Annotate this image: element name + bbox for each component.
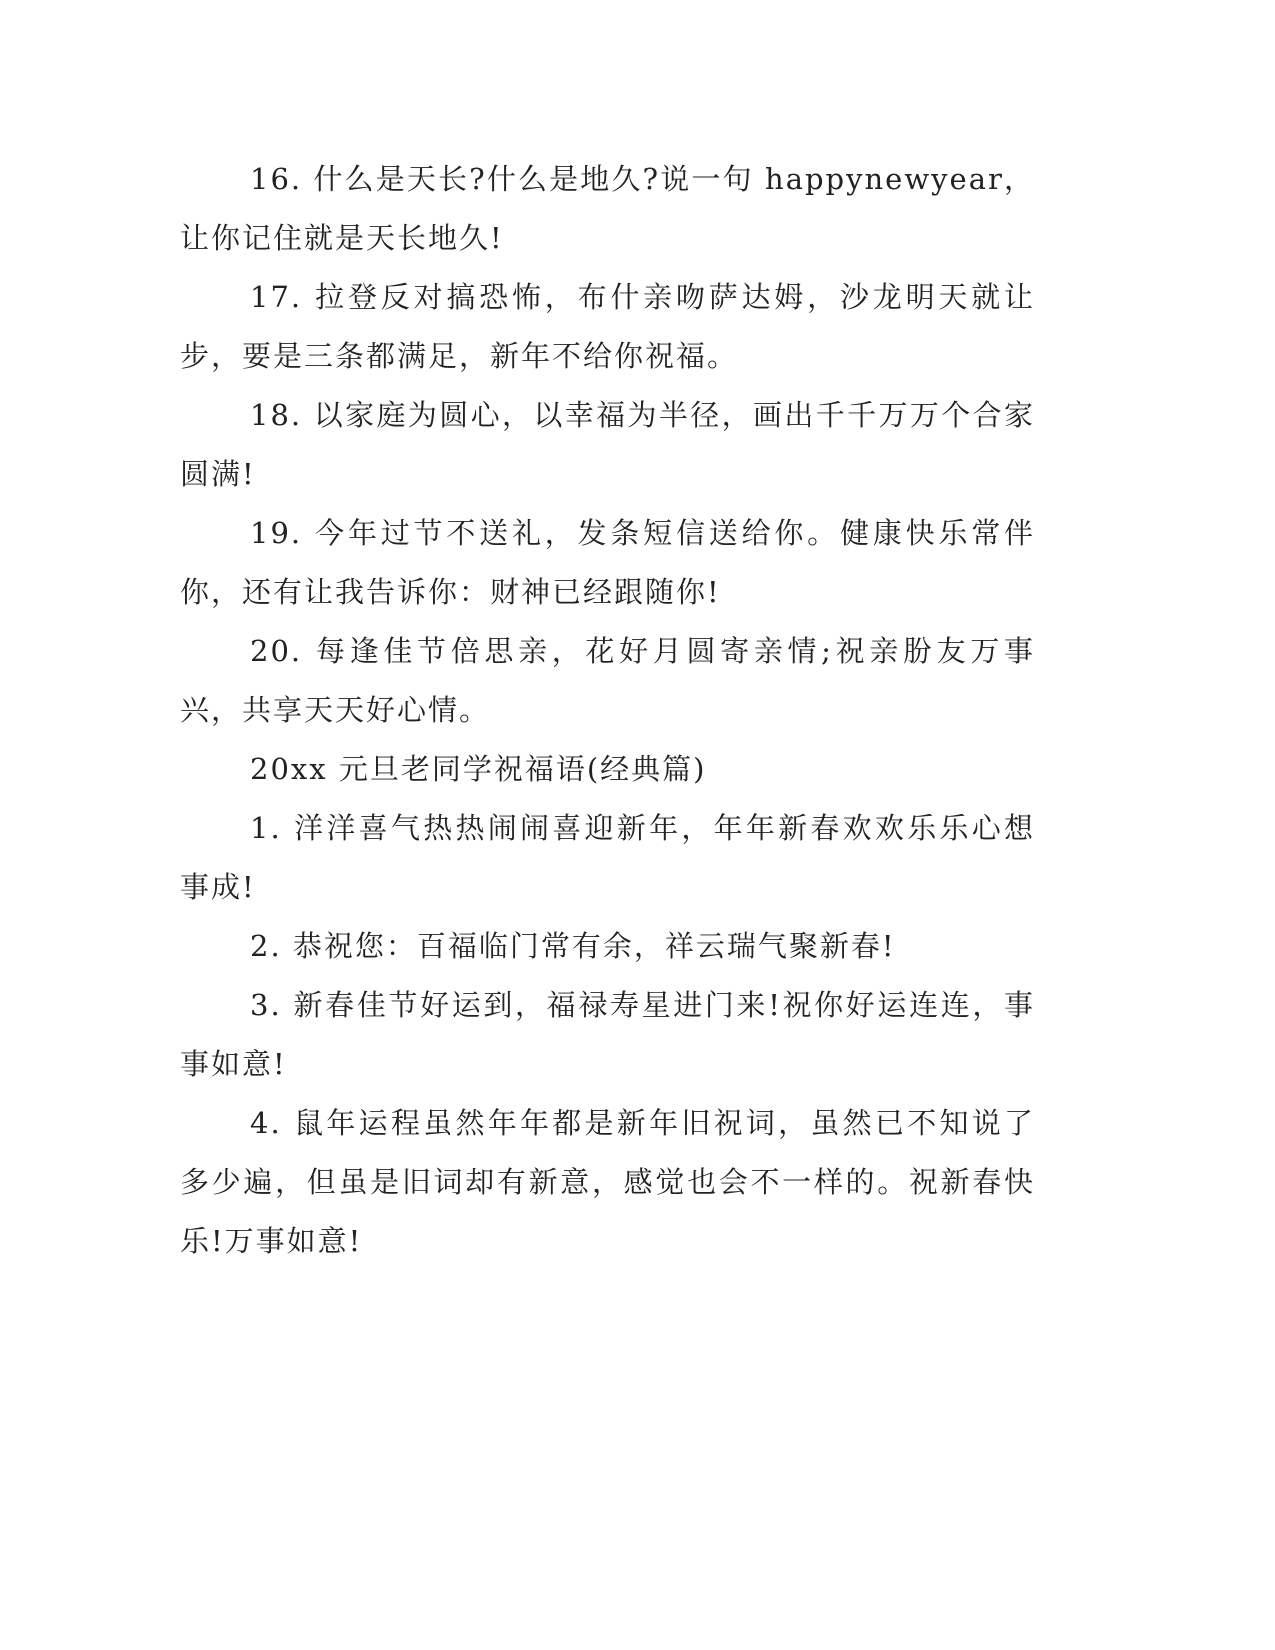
paragraph-19: 19. 今年过节不送礼，发条短信送给你。健康快乐常伴你，还有让我告诉你：财神已经跟随你! xyxy=(180,516,1035,609)
paragraph-2: 2. 恭祝您：百福临门常有余，祥云瑞气聚新春! xyxy=(250,929,896,963)
paragraph-18: 18. 以家庭为圆心，以幸福为半径，画出千千万万个合家圆满! xyxy=(180,398,1035,491)
paragraph-16: 16. 什么是天长?什么是地久?说一句 happynewyear，让你记住就是天长地久! xyxy=(180,162,1035,255)
paragraph-3: 3. 新春佳节好运到，福禄寿星进门来!祝你好运连连，事事如意! xyxy=(180,988,1035,1081)
section-heading: 20xx 元旦老同学祝福语(经典篇) xyxy=(250,752,707,786)
paragraph-20: 20. 每逢佳节倍思亲，花好月圆寄亲情;祝亲朌友万事兴，共享天天好心情。 xyxy=(180,634,1035,727)
document-body xyxy=(180,150,1035,1271)
paragraph-4: 4. 鼠年运程虽然年年都是新年旧祝词，虽然已不知说了多少遍，但虽是旧词却有新意，感觉也会不一样的。祝新春快乐!万事如意! xyxy=(180,1106,1035,1258)
paragraph-17: 17. 拉登反对搞恐怖，布什亲吻萨达姆，沙龙明天就让步，要是三条都满足，新年不给你祝福。 xyxy=(180,280,1035,373)
paragraph-1: 1. 洋洋喜气热热闹闹喜迎新年，年年新春欢欢乐乐心想事成! xyxy=(180,811,1035,904)
